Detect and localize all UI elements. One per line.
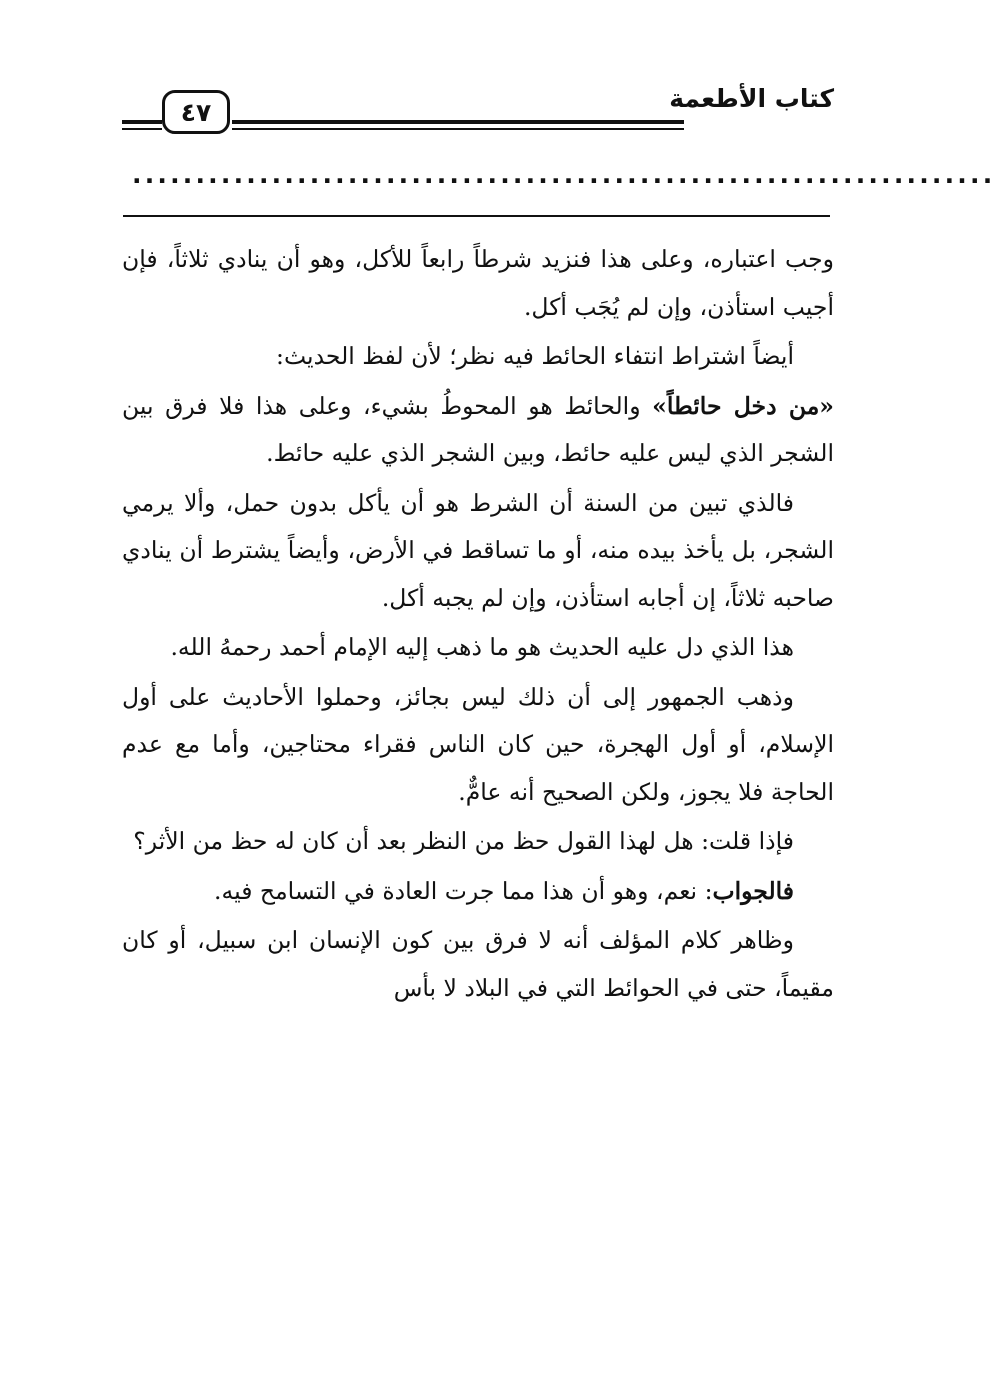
paragraph-text: : نعم، وهو أن هذا مما جرت العادة في التسامح فيه. bbox=[214, 876, 713, 905]
paragraph: وذهب الجمهور إلى أن ذلك ليس بجائز، وحملوا الأحاديث على أول الإسلام، أو أول الهجرة، حين كان الناس فقراء محتاجين، وأما مع عدم الحاجة فلا يجوز، ولكن الصحيح أنه عامٌّ. bbox=[122, 682, 834, 806]
book-title: كتاب الأطعمة bbox=[669, 84, 834, 113]
paragraph bbox=[122, 868, 834, 916]
dotted-line: .................................................................... bbox=[132, 160, 995, 189]
paragraph: وظاهر كلام المؤلف أنه لا فرق بين كون الإنسان ابن سبيل، أو كان مقيماً، حتى في الحوائط التي في البلاد لا بأس bbox=[122, 926, 834, 1002]
answer-lead: فالجواب bbox=[712, 876, 794, 905]
header-rule bbox=[122, 128, 162, 130]
paragraph: فالذي تبين من السنة أن الشرط هو أن يأكل بدون حمل، وألا يرمي الشجر، بل يأخذ بيده منه، أو ما تساقط في الأرض، وأيضاً يشترط أن ينادي صاحبه ثلاثاً، إن أجابه استأذن، وإن لم يجبه أكل. bbox=[122, 488, 834, 612]
page-header bbox=[122, 78, 834, 148]
hadith-quote: «من دخل حائطاً» bbox=[652, 391, 834, 420]
paragraph-text: والحائط هو المحوطُ بشيء، وعلى هذا فلا فرق بين الشجر الذي ليس عليه حائط، وبين الشجر الذي عليه حائط. bbox=[122, 391, 834, 467]
header-rule bbox=[122, 120, 162, 124]
header-rule bbox=[232, 128, 684, 130]
paragraph bbox=[122, 383, 834, 478]
paragraph: هذا الذي دل عليه الحديث هو ما ذهب إليه الإمام أحمد رحمهُ الله. bbox=[170, 633, 794, 661]
page-number: ٤٧ bbox=[162, 90, 230, 134]
paragraph: فإذا قلت: هل لهذا القول حظ من النظر بعد أن كان له حظ من الأثر؟ bbox=[133, 827, 794, 855]
paragraph: أيضاً اشتراط انتفاء الحائط فيه نظر؛ لأن لفظ الحديث: bbox=[276, 342, 794, 370]
body-text bbox=[122, 236, 834, 1014]
separator-rule bbox=[123, 215, 830, 217]
header-rule bbox=[232, 120, 684, 124]
paragraph: وجب اعتباره، وعلى هذا فنزيد شرطاً رابعاً للأكل، وهو أن ينادي ثلاثاً، فإن أجيب استأذن، وإن لم يُجَب أكل. bbox=[122, 245, 834, 321]
